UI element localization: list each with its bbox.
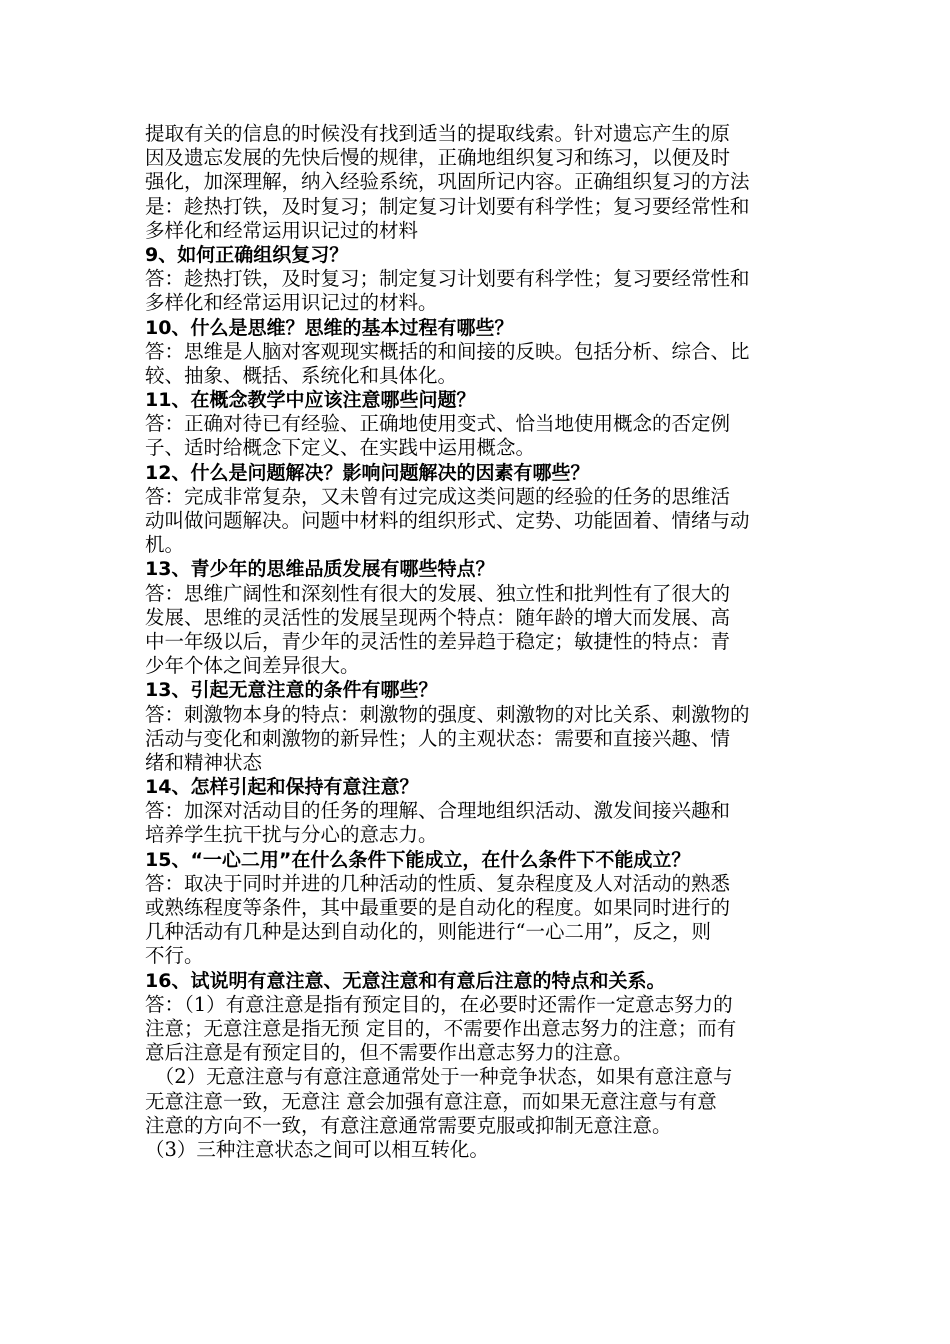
answer-text-line: 答：加深对活动目的任务的理解、合理地组织活动、激发间接兴趣和 — [145, 799, 731, 823]
answer-text-line: 答：刺激物本身的特点：刺激物的强度、刺激物的对比关系、刺激物的 — [145, 702, 750, 726]
answer-text-line: 发展、思维的灵活性的发展呈现两个特点：随年龄的增大而发展、高 — [145, 605, 731, 629]
question-heading: 16、试说明有意注意、无意注意和有意后注意的特点和关系。 — [145, 969, 666, 992]
answer-text-line: （3）三种注意状态之间可以相互转化。 — [145, 1137, 489, 1161]
question-heading: 9、如何正确组织复习？ — [145, 243, 349, 266]
answer-text-line: 绪和精神状态 — [145, 750, 263, 774]
answer-text-line: 答：思维是人脑对客观现实概括的和间接的反映。包括分析、综合、比 — [145, 339, 750, 363]
document-page — [145, 122, 815, 1162]
answer-text-line: 几种活动有几种是达到自动化的，则能进行“一心二用”，反之，则 — [145, 920, 711, 944]
answer-text-line: 意后注意是有预定目的，但不需要作出意志努力的注意。 — [145, 1041, 633, 1065]
question-heading: 11、在概念教学中应该注意哪些问题？ — [145, 389, 476, 412]
question-heading: 14、怎样引起和保持有意注意？ — [145, 776, 419, 799]
question-heading: 13、引起无意注意的条件有哪些？ — [145, 679, 438, 702]
answer-text-line: 多样化和经常运用识记过的材料。 — [145, 291, 438, 315]
answer-text-line: 或熟练程度等条件，其中最重要的是自动化的程度。如果同时进行的 — [145, 896, 731, 919]
answer-text-line: 培养学生抗干扰与分心的意志力。 — [145, 823, 438, 847]
answer-text-line: 注意的方向不一致，有意注意通常需要克服或抑制无意注意。 — [145, 1113, 672, 1137]
answer-text-line: 答：完成非常复杂，又未曾有过完成这类问题的经验的任务的思维活 — [145, 484, 731, 508]
answer-text-line: （2）无意注意与有意注意通常处于一种竞争状态，如果有意注意与 — [145, 1065, 733, 1089]
answer-text-line: 注意；无意注意是指无预 定目的，不需要作出意志努力的注意；而有 — [145, 1016, 737, 1040]
answer-text-line: 强化，加深理解，纳入经验系统，巩固所记内容。正确组织复习的方法 — [145, 170, 750, 194]
answer-text-line: 答：取决于同时并进的几种活动的性质、复杂程度及人对活动的熟悉 — [145, 871, 731, 895]
answer-text-line: 不行。 — [145, 944, 204, 968]
answer-text-line: 活动与变化和刺激物的新异性；人的主观状态：需要和直接兴趣、情 — [145, 726, 731, 750]
answer-text-line: 无意注意一致，无意注 意会加强有意注意，而如果无意注意与有意 — [145, 1089, 717, 1113]
answer-text-line: 答：思维广阔性和深刻性有很大的发展、独立性和批判性有了很大的 — [145, 581, 731, 605]
answer-text-line: 子、适时给概念下定义、在实践中运用概念。 — [145, 436, 536, 460]
question-heading: 10、什么是思维？思维的基本过程有哪些？ — [145, 316, 514, 339]
answer-text-line: 多样化和经常运用识记过的材料 — [145, 218, 419, 242]
answer-text-line: 答：（1）有意注意是指有预定目的，在必要时还需作一定意志努力的 — [145, 992, 733, 1016]
answer-text-line: 答：趁热打铁，及时复习；制定复习计划要有科学性；复习要经常性和 — [145, 267, 750, 291]
answer-text-line: 少年个体之间差异很大。 — [145, 654, 360, 678]
answer-text-line: 较、抽象、概括、系统化和具体化。 — [145, 363, 458, 387]
answer-text-line: 答：正确对待已有经验、正确地使用变式、恰当地使用概念的否定例 — [145, 412, 731, 436]
answer-text-line: 动叫做问题解决。问题中材料的组织形式、定势、功能固着、情绪与动 — [145, 509, 750, 532]
question-heading: 12、什么是问题解决？影响问题解决的因素有哪些？ — [145, 461, 590, 484]
answer-text-line: 因及遗忘发展的先快后慢的规律，正确地组织复习和练习，以便及时 — [145, 146, 731, 170]
question-heading: 13、青少年的思维品质发展有哪些特点？ — [145, 558, 495, 581]
answer-text-line: 是：趁热打铁，及时复习；制定复习计划要有科学性；复习要经常性和 — [145, 194, 750, 218]
answer-text-line: 中一年级以后，青少年的灵活性的差异趋于稳定；敏捷性的特点：青 — [145, 629, 731, 653]
answer-text-line: 机。 — [145, 533, 185, 557]
question-heading: 15、“一心二用”在什么条件下能成立，在什么条件下不能成立？ — [145, 848, 691, 871]
answer-text-line: 提取有关的信息的时候没有找到适当的提取线索。针对遗忘产生的原 — [145, 122, 731, 145]
